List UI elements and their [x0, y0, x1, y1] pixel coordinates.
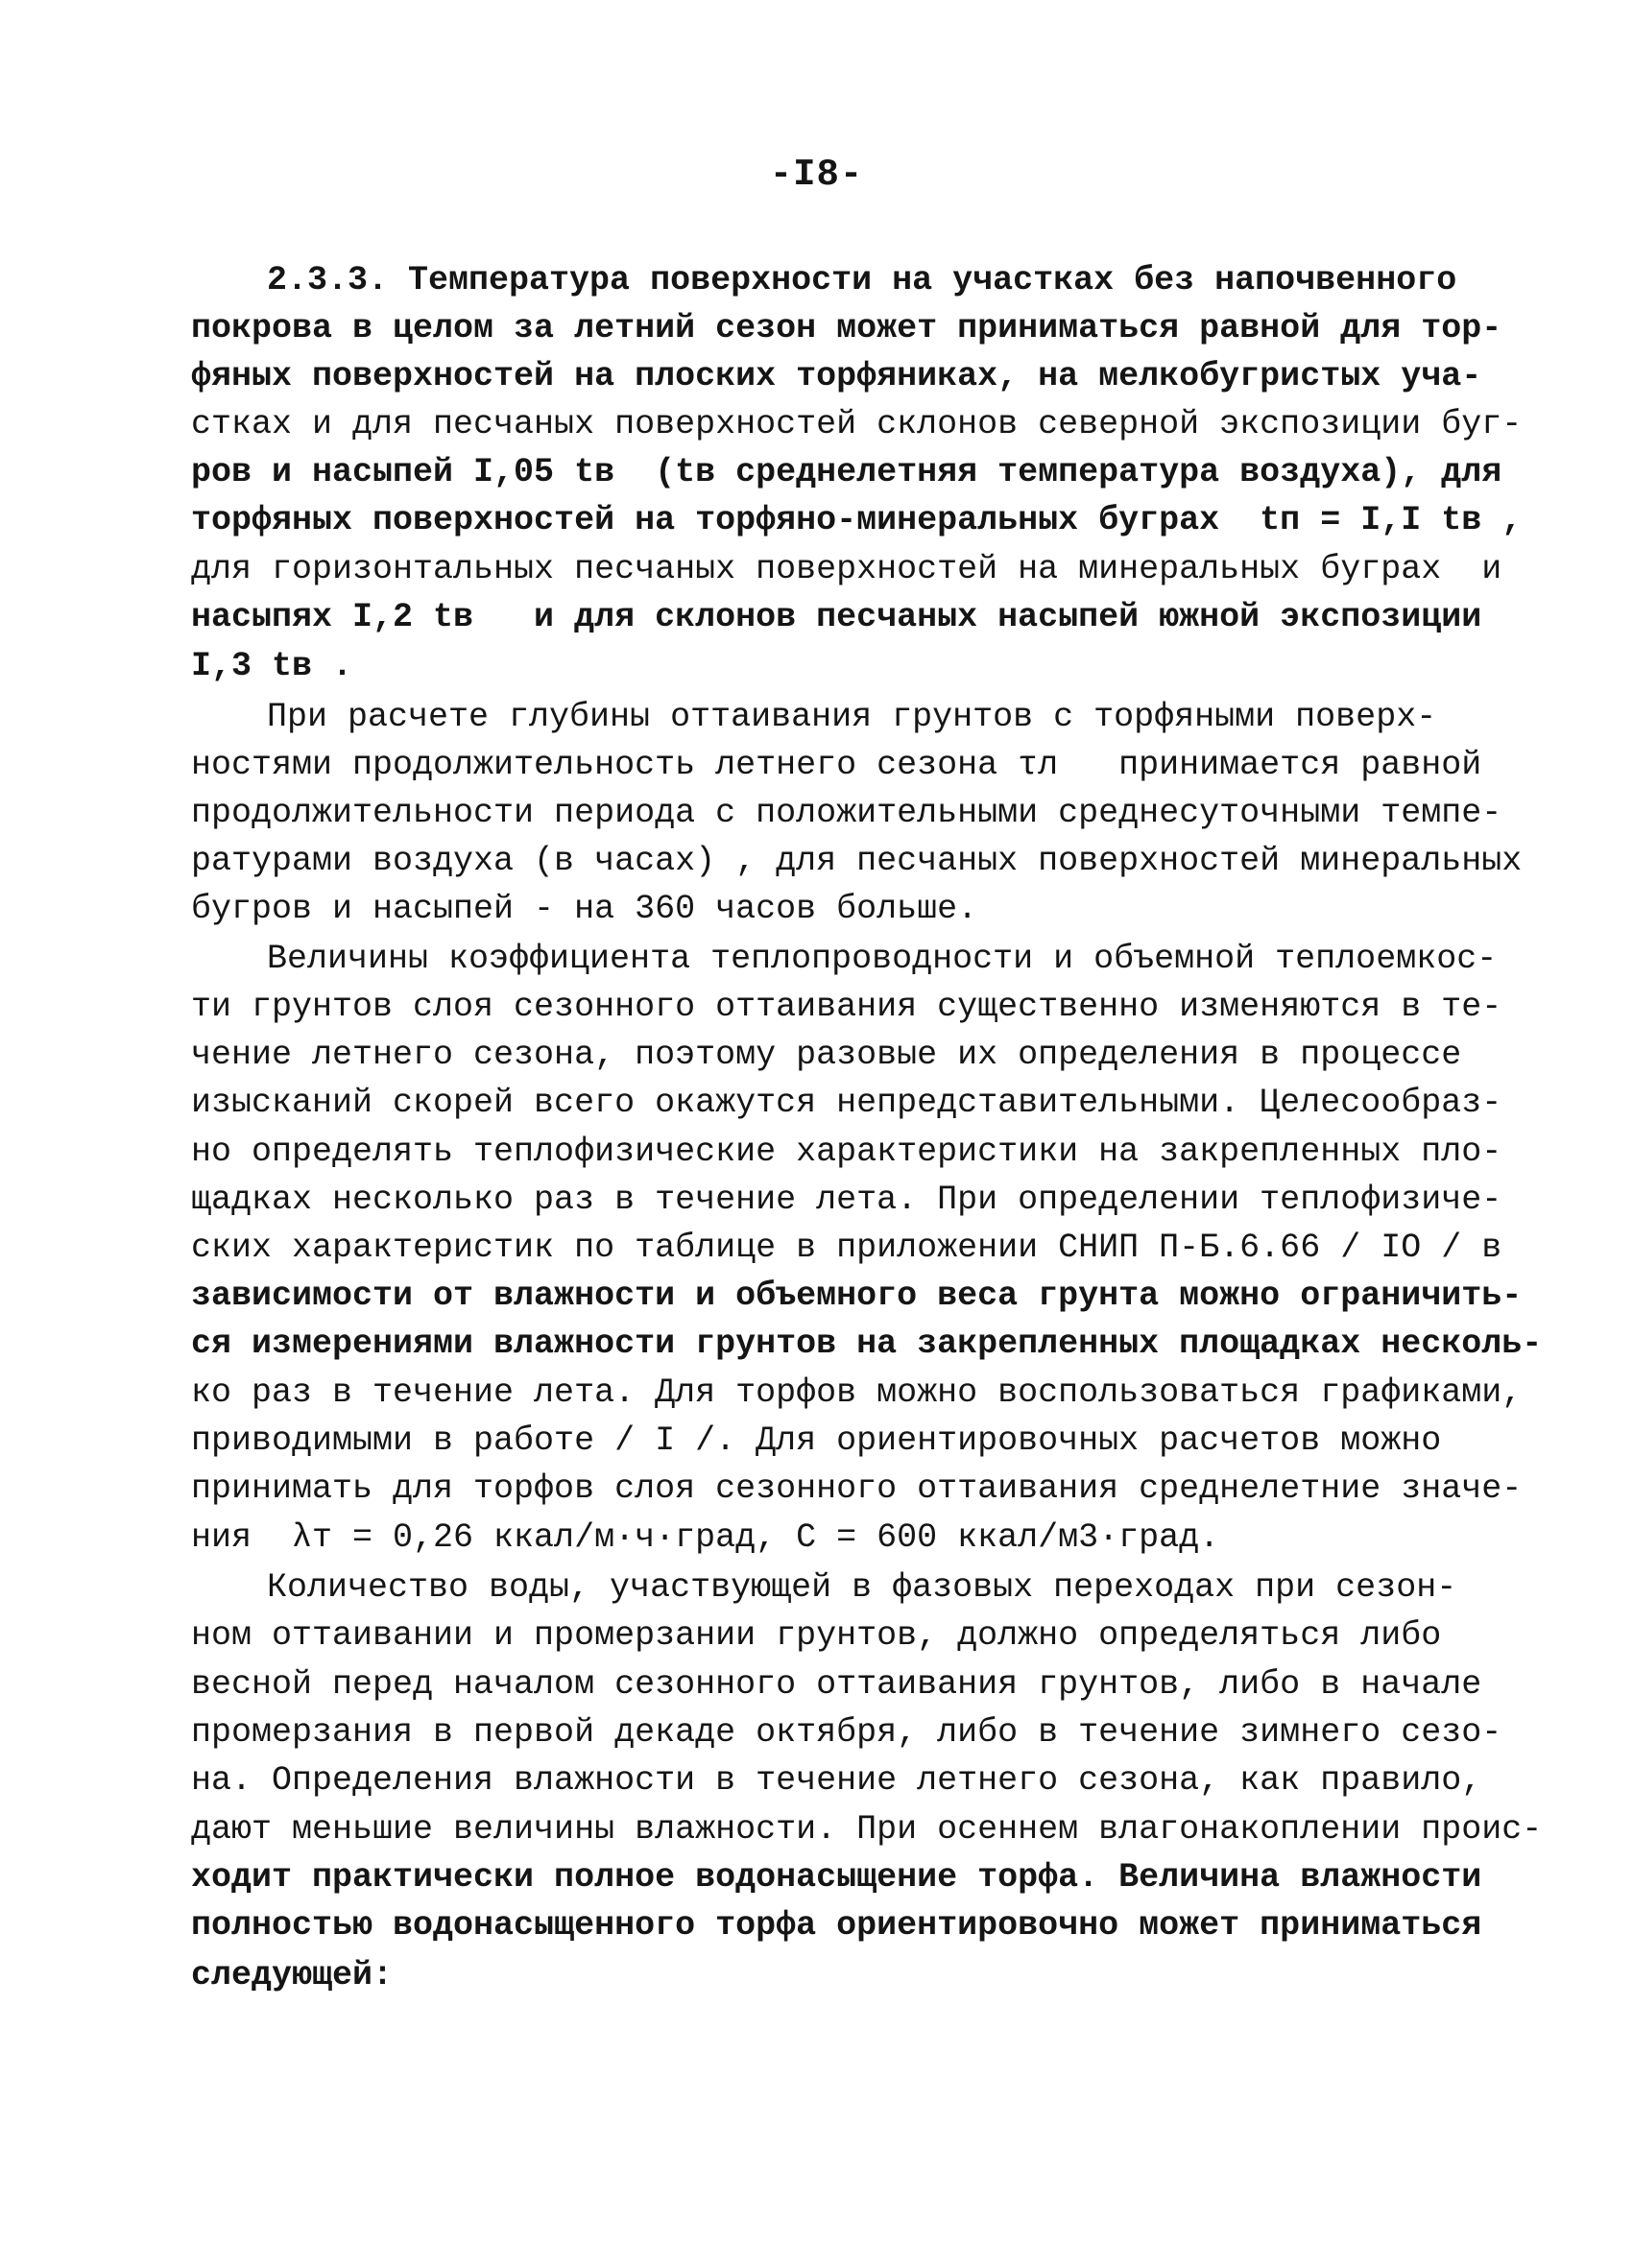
text-line: щадках несколько раз в течение лета. При определении теплофизиче-	[191, 1181, 1502, 1219]
text-line: ном оттаивании и промерзании грунтов, должно определяться либо	[191, 1616, 1442, 1655]
text-line: ностями продолжительность летнего сезона τл принимается равной	[191, 746, 1482, 784]
text-line: для горизонтальных песчаных поверхностей на минеральных буграх и	[191, 550, 1502, 588]
text-line: принимать для торфов слоя сезонного оттаивания среднелетние значе-	[191, 1469, 1523, 1508]
text-line: бугров и насыпей - на 360 часов больше.	[191, 890, 978, 928]
text-line: ся измерениями влажности грунтов на закрепленных площадках несколь-	[191, 1325, 1543, 1363]
text-line: но определять теплофизические характеристики на закрепленных пло-	[191, 1133, 1502, 1171]
text-line: При расчете глубины оттаивания грунтов с торфяными поверх-	[267, 698, 1437, 736]
text-line: ратурами воздуха (в часах) , для песчаных поверхностей минеральных	[191, 842, 1523, 880]
text-line: на. Определения влажности в течение летнего сезона, как правило,	[191, 1761, 1482, 1800]
text-line: покрова в целом за летний сезон может приниматься равной для тор-	[191, 309, 1502, 347]
text-line: ских характеристик по таблице в приложении СНИП П-Б.6.66 / IO / в	[191, 1229, 1502, 1267]
text-line: насыпях I,2 tв и для склонов песчаных насыпей южной экспозиции	[191, 598, 1482, 636]
text-line: весной перед началом сезонного оттаивания грунтов, либо в начале	[191, 1665, 1482, 1704]
text-line: полностью водонасыщенного торфа ориентировочно может приниматься	[191, 1906, 1482, 1945]
text-line: I,3 tв .	[191, 647, 353, 685]
text-line: следующей:	[191, 1956, 394, 1994]
text-line: промерзания в первой декаде октября, либо в течение зимнего сезо-	[191, 1713, 1502, 1752]
text-line: 2.3.3. Температура поверхности на участках без напочвенного	[267, 261, 1457, 299]
text-line: Величины коэффициента теплопроводности и объемной теплоемкос-	[267, 940, 1498, 978]
text-line: ти грунтов слоя сезонного оттаивания существенно изменяются в те-	[191, 988, 1502, 1026]
text-line: стках и для песчаных поверхностей склонов северной экспозиции буг-	[191, 405, 1523, 443]
text-line: продолжительности периода с положительными среднесуточными темпе-	[191, 794, 1502, 832]
text-line: изысканий скорей всего окажутся непредставительными. Целесообраз-	[191, 1084, 1502, 1122]
text-line: Количество воды, участвующей в фазовых переходах при сезон-	[267, 1568, 1457, 1607]
text-line: дают меньшие величины влажности. При осеннем влагонакоплении проис-	[191, 1810, 1543, 1849]
text-line: приводимыми в работе / I /. Для ориентировочных расчетов можно	[191, 1421, 1442, 1460]
text-line: торфяных поверхностей на торфяно-минеральных буграх tп = I,I tв ,	[191, 501, 1523, 539]
text-line: ния λт = 0,26 ккал/м·ч·град, С = 600 ккал/м3·град.	[191, 1518, 1220, 1557]
page-number: -I8-	[769, 154, 864, 196]
text-line: фяных поверхностей на плоских торфяниках, на мелкобугристых уча-	[191, 357, 1482, 395]
text-line: ходит практически полное водонасыщение торфа. Величина влажности	[191, 1858, 1482, 1897]
text-line: чение летнего сезона, поэтому разовые их определения в процессе	[191, 1036, 1462, 1074]
text-line: зависимости от влажности и объемного веса грунта можно ограничить-	[191, 1277, 1523, 1315]
text-line: ров и насыпей I,05 tв (tв среднелетняя температура воздуха), для	[191, 453, 1502, 491]
text-line: ко раз в течение лета. Для торфов можно воспользоваться графиками,	[191, 1373, 1523, 1412]
